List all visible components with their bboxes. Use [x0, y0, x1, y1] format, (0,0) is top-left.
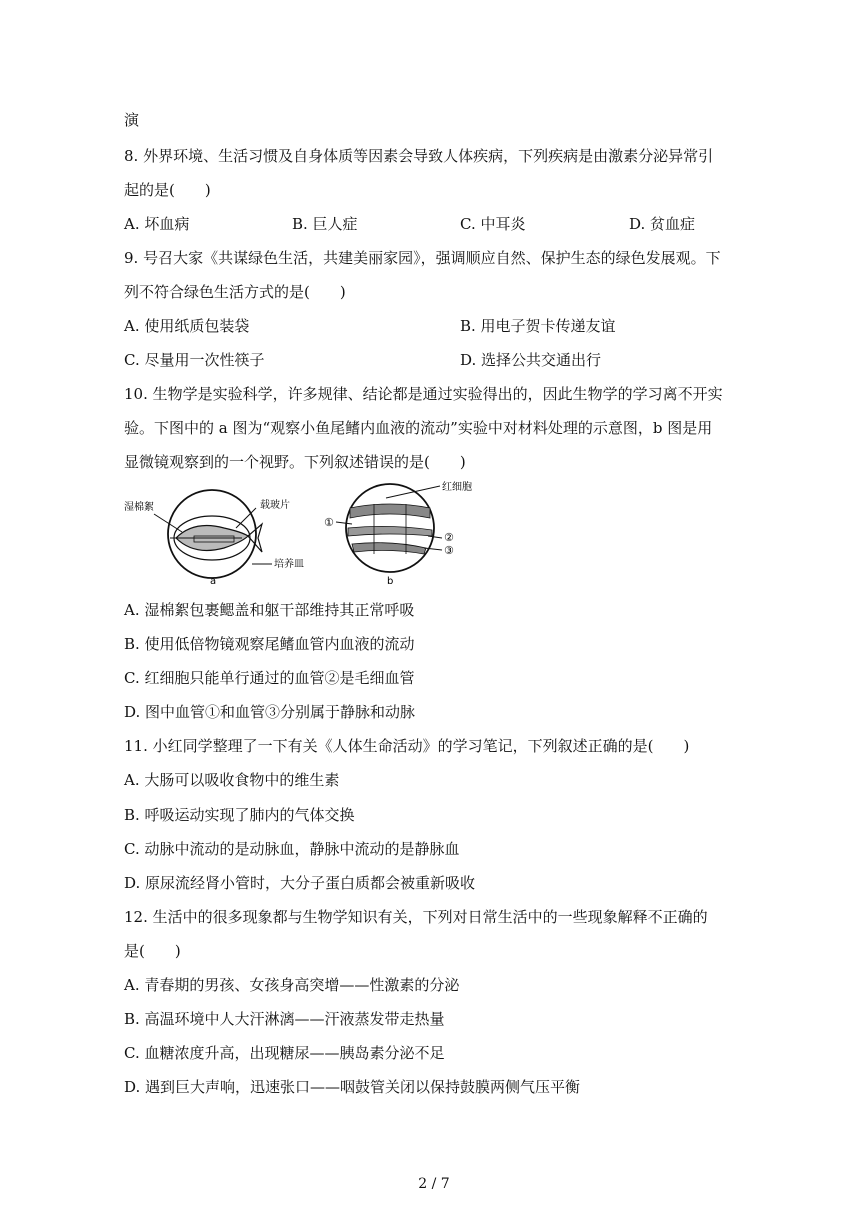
q10-option-a: A. 湿棉絮包裹鳃盖和躯干部维持其正常呼吸 — [124, 601, 415, 619]
q12-option-a: A. 青春期的男孩、女孩身高突增——性激素的分泌 — [124, 976, 460, 994]
question-12-stem-cont: 是( ) — [124, 942, 181, 960]
q10-figure-svg — [124, 478, 484, 588]
q10-option-c: C. 红细胞只能单行通过的血管②是毛细血管 — [124, 669, 415, 687]
q12-option-b: B. 高温环境中人大汗淋漓——汗液蒸发带走热量 — [124, 1010, 445, 1028]
question-9-stem: 9. 号召大家《共谋绿色生活，共建美丽家园》，强调顺应自然、保护生态的绿色发展观。下 — [124, 249, 721, 267]
figure-b-field — [336, 484, 442, 572]
q11-option-b: B. 呼吸运动实现了肺内的气体交换 — [124, 806, 355, 824]
label-vessel-2: ② — [444, 531, 454, 544]
question-11-stem: 11. 小红同学整理了一下有关《人体生命活动》的学习笔记，下列叙述正确的是( ) — [124, 737, 690, 755]
q10-figure — [124, 478, 484, 588]
q10-option-d: D. 图中血管①和血管③分别属于静脉和动脉 — [124, 703, 416, 721]
q9-option-a: A. 使用纸质包装袋 — [124, 317, 250, 335]
q9-option-c: C. 尽量用一次性筷子 — [124, 351, 265, 369]
question-10-stem: 10. 生物学是实验科学，许多规律、结论都是通过实验得出的，因此生物学的学习离不开实 — [124, 385, 723, 403]
q11-option-a: A. 大肠可以吸收食物中的维生素 — [124, 771, 340, 789]
label-vessel-1: ① — [324, 516, 334, 529]
label-rbc: 红细胞 — [442, 482, 472, 493]
label-cotton: 湿棉絮 — [124, 502, 154, 513]
label-b: b — [387, 576, 394, 587]
q11-option-d: D. 原尿流经肾小管时，大分子蛋白质都会被重新吸收 — [124, 874, 476, 892]
q9-option-b: B. 用电子贺卡传递友谊 — [460, 317, 616, 335]
q12-option-d: D. 遇到巨大声响，迅速张口——咽鼓管关闭以保持鼓膜两侧气压平衡 — [124, 1078, 581, 1096]
question-10-stem-cont: 验。下图中的 a 图为“观察小鱼尾鳍内血液的流动”实验中对材料处理的示意图，b 图是用 — [124, 419, 713, 437]
label-dish: 培养皿 — [274, 559, 304, 570]
text-line: 演 — [124, 111, 140, 129]
question-8-stem-cont: 起的是( ) — [124, 181, 211, 199]
q8-option-d: D. 贫血症 — [629, 215, 696, 233]
q8-option-b: B. 巨人症 — [292, 215, 358, 233]
figure-a-dish — [154, 490, 272, 578]
label-a: a — [210, 576, 217, 587]
q9-option-d: D. 选择公共交通出行 — [460, 351, 602, 369]
question-10-stem-cont2: 显微镜观察到的一个视野。下列叙述错误的是( ) — [124, 453, 466, 471]
q10-option-b: B. 使用低倍物镜观察尾鳍血管内血液的流动 — [124, 635, 415, 653]
page-number: 2 / 7 — [418, 1176, 450, 1192]
q8-option-a: A. 坏血病 — [124, 215, 190, 233]
q11-option-c: C. 动脉中流动的是动脉血，静脉中流动的是静脉血 — [124, 840, 460, 858]
q12-option-c: C. 血糖浓度升高，出现糖尿——胰岛素分泌不足 — [124, 1044, 445, 1062]
q8-option-c: C. 中耳炎 — [460, 215, 526, 233]
question-9-stem-cont: 列不符合绿色生活方式的是( ) — [124, 283, 346, 301]
label-slide: 载玻片 — [260, 500, 290, 511]
question-8-stem: 8. 外界环境、生活习惯及自身体质等因素会导致人体疾病，下列疾病是由激素分泌异常引 — [124, 147, 714, 165]
question-12-stem: 12. 生活中的很多现象都与生物学知识有关，下列对日常生活中的一些现象解释不正确的 — [124, 908, 708, 926]
label-vessel-3: ③ — [444, 544, 454, 557]
